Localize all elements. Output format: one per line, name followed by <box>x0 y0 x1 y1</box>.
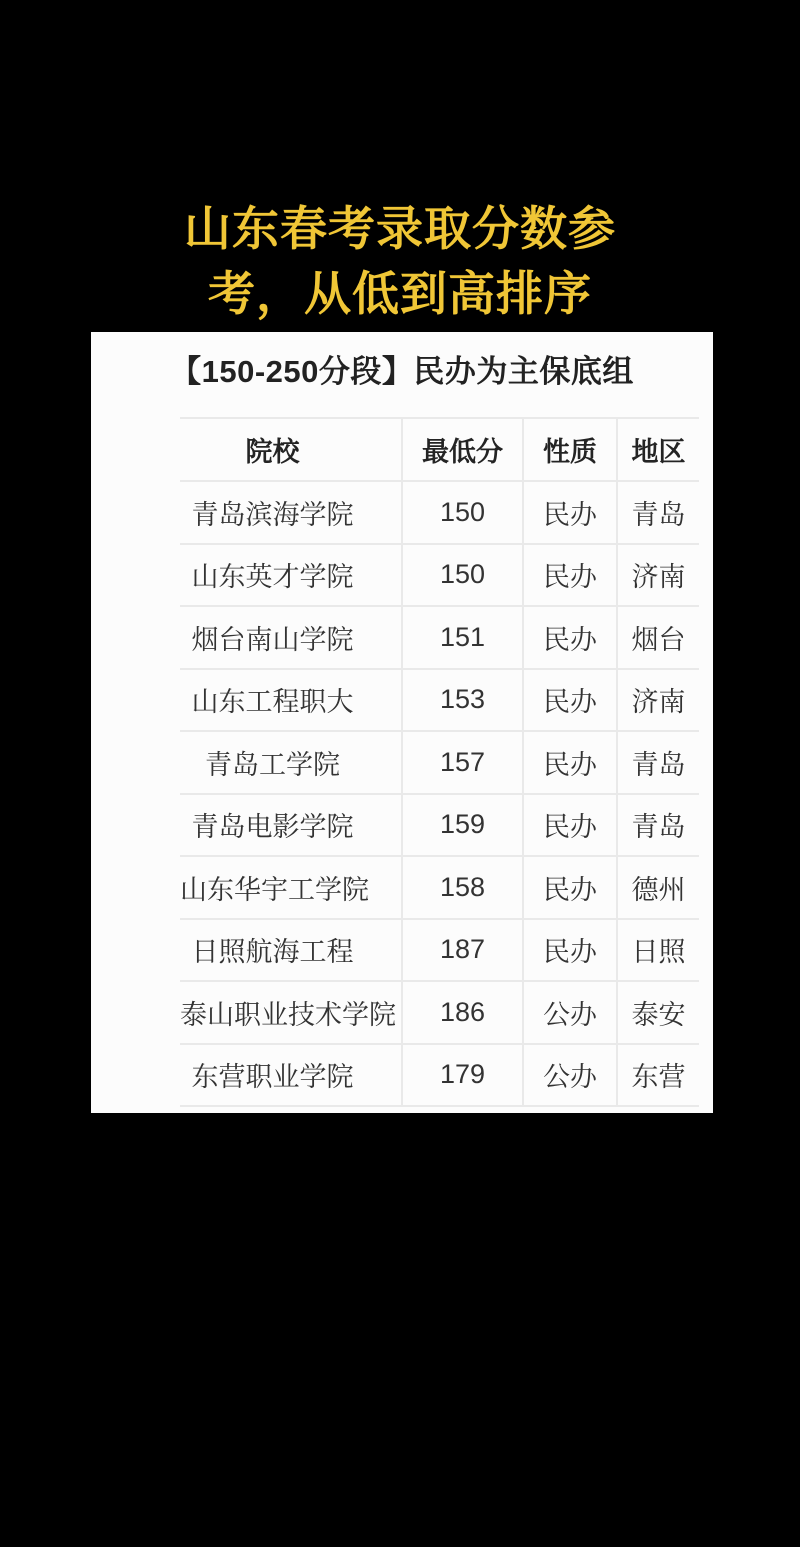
type-cell: 民办 <box>523 669 617 732</box>
column-header-type: 性质 <box>523 418 617 481</box>
school-cell: 泰山职业技术学院 <box>180 981 402 1044</box>
school-cell: 山东英才学院 <box>180 544 402 607</box>
min-score-cell: 186 <box>402 981 523 1044</box>
school-cell: 青岛滨海学院 <box>180 481 402 544</box>
type-cell: 民办 <box>523 481 617 544</box>
table-row <box>180 919 699 982</box>
column-header-school: 院校 <box>180 418 402 481</box>
type-cell: 民办 <box>523 919 617 982</box>
min-score-cell: 153 <box>402 669 523 732</box>
region-cell: 济南 <box>617 544 699 607</box>
type-cell: 民办 <box>523 606 617 669</box>
table-row <box>180 1044 699 1107</box>
school-cell: 山东工程职大 <box>180 669 402 732</box>
type-cell: 民办 <box>523 544 617 607</box>
region-cell: 泰安 <box>617 981 699 1044</box>
table-header-row <box>180 418 699 481</box>
card-heading: 【150-250分段】民办为主保底组 <box>170 354 634 389</box>
region-cell: 东营 <box>617 1044 699 1107</box>
page-title-line1: 山东春考录取分数参 <box>184 202 616 255</box>
region-cell: 青岛 <box>617 794 699 857</box>
region-cell: 日照 <box>617 919 699 982</box>
type-cell: 公办 <box>523 981 617 1044</box>
school-cell: 青岛电影学院 <box>180 794 402 857</box>
min-score-cell: 158 <box>402 856 523 919</box>
type-cell: 民办 <box>523 731 617 794</box>
min-score-cell: 179 <box>402 1044 523 1107</box>
type-cell: 民办 <box>523 856 617 919</box>
column-header-region: 地区 <box>617 418 699 481</box>
school-cell: 青岛工学院 <box>180 731 402 794</box>
school-cell: 烟台南山学院 <box>180 606 402 669</box>
table-row <box>180 606 699 669</box>
region-cell: 青岛 <box>617 731 699 794</box>
type-cell: 民办 <box>523 794 617 857</box>
type-cell: 公办 <box>523 1044 617 1107</box>
min-score-cell: 151 <box>402 606 523 669</box>
table-row <box>180 731 699 794</box>
page-title <box>0 196 800 326</box>
score-table <box>180 417 699 1107</box>
min-score-cell: 187 <box>402 919 523 982</box>
table-row <box>180 481 699 544</box>
region-cell: 德州 <box>617 856 699 919</box>
score-table-card <box>91 332 713 1113</box>
page-title-line2: 考，从低到高排序 <box>208 267 592 320</box>
min-score-cell: 150 <box>402 481 523 544</box>
table-row <box>180 981 699 1044</box>
min-score-cell: 159 <box>402 794 523 857</box>
table-row <box>180 544 699 607</box>
table-row <box>180 794 699 857</box>
region-cell: 烟台 <box>617 606 699 669</box>
school-cell: 山东华宇工学院 <box>180 856 402 919</box>
min-score-cell: 150 <box>402 544 523 607</box>
min-score-cell: 157 <box>402 731 523 794</box>
table-row <box>180 669 699 732</box>
region-cell: 济南 <box>617 669 699 732</box>
school-cell: 东营职业学院 <box>180 1044 402 1107</box>
column-header-min-score: 最低分 <box>402 418 523 481</box>
school-cell: 日照航海工程 <box>180 919 402 982</box>
table-row <box>180 856 699 919</box>
region-cell: 青岛 <box>617 481 699 544</box>
